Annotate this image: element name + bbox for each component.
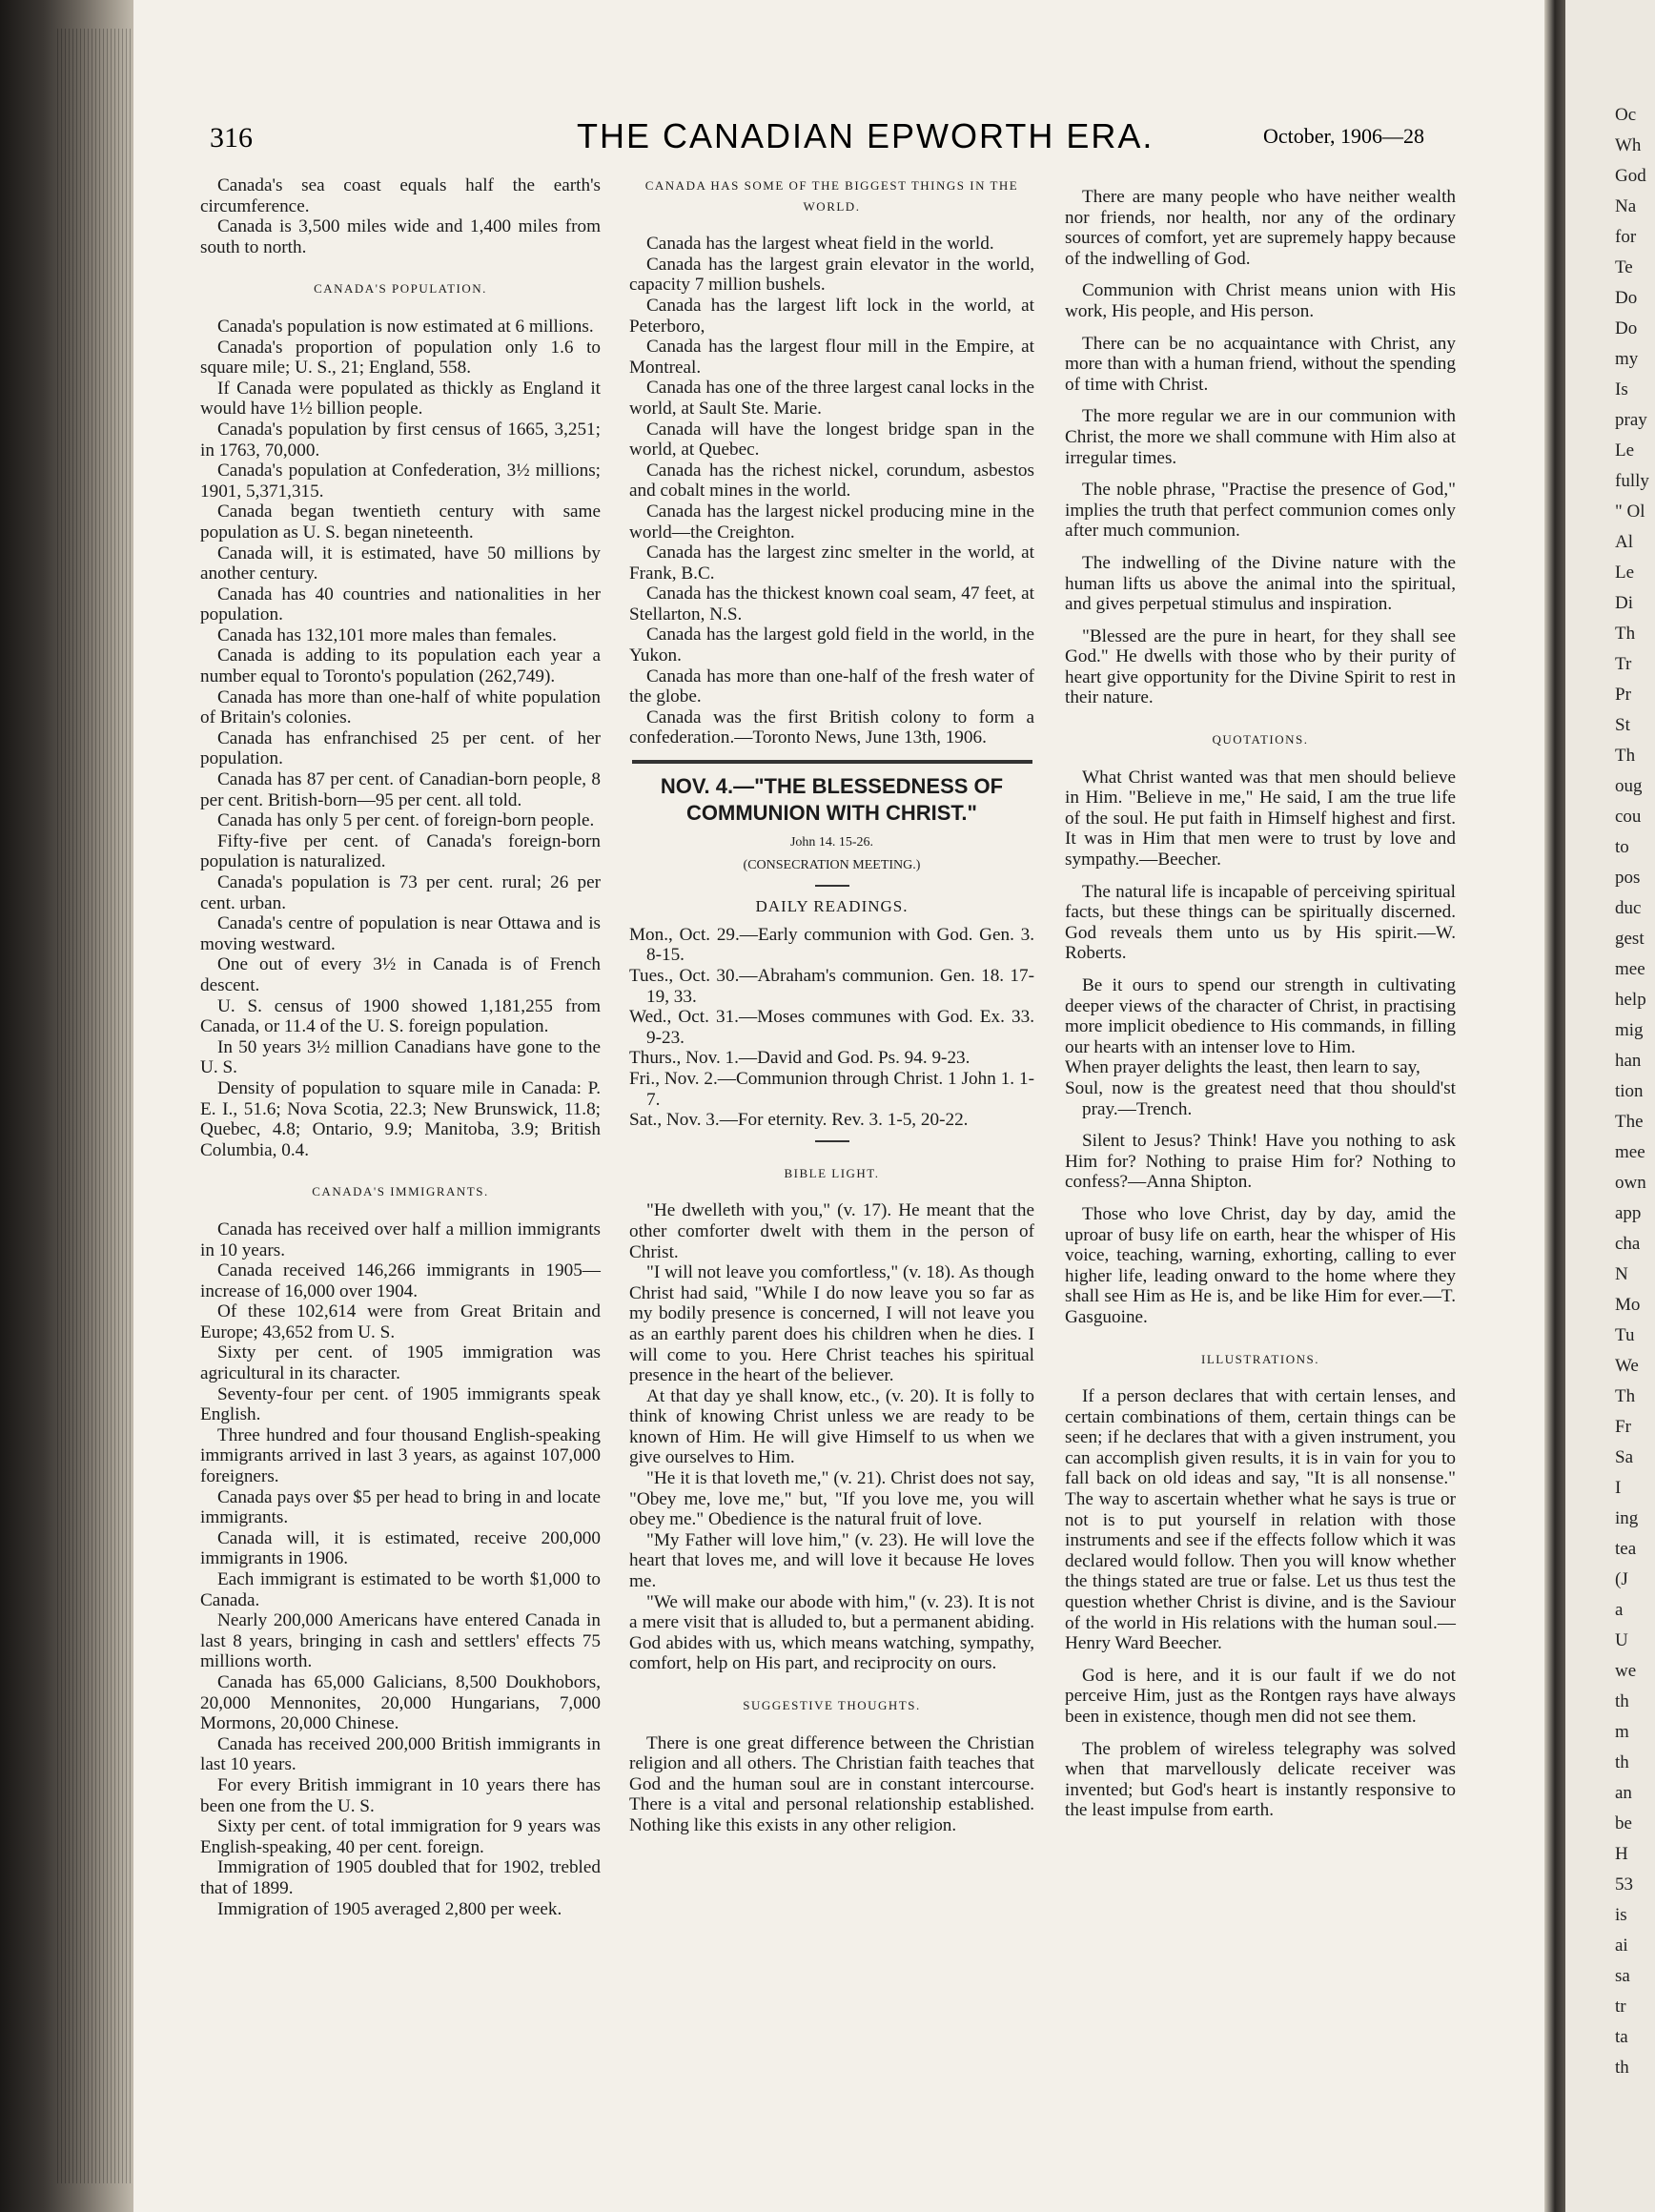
publication-title: THE CANADIAN EPWORTH ERA.	[577, 116, 1154, 155]
paragraph: Mon., Oct. 29.—Early communion with God. Gen. 3. 8-15.	[629, 924, 1034, 966]
section-heading-illustrations: ILLUSTRATIONS.	[1201, 1351, 1319, 1366]
intro-paragraphs	[200, 175, 601, 257]
book-gutter	[1544, 0, 1565, 2212]
section-heading-quotations: QUOTATIONS.	[1212, 732, 1309, 748]
biggest-things-paragraphs	[629, 234, 1034, 748]
facing-page-fragment: 53	[1615, 1874, 1633, 1895]
paragraph: The natural life is incapable of perceiving spiritual facts, but these things can be spiritually discerned. God reveals them unto us by His spirit.—W. Roberts.	[1065, 881, 1456, 964]
illustrations-paragraphs	[1065, 1386, 1456, 1821]
facing-page-fragment: tion	[1615, 1081, 1644, 1101]
paragraph: Canada has 65,000 Galicians, 8,500 Doukhobors, 20,000 Mennonites, 20,000 Hungarians, 7,000 Mormons, 20,000 Chinese.	[200, 1671, 601, 1734]
lesson-type: (CONSECRATION MEETING.)	[743, 857, 921, 872]
paragraph: "He it is that loveth me," (v. 21). Christ does not say, "Obey me, love me," but, "If you love me, you will obey me." Obedience is the natural fruit of love.	[629, 1468, 1034, 1530]
paragraph: Those who love Christ, day by day, amid the uproar of busy life on earth, hear the whisper of His voice, teaching, warning, exhorting, calling to ever higher life, leading onward to the home where they shall see Him as He is, and be like Him for ever.—T. Gasguoine.	[1065, 1203, 1456, 1327]
paragraph: Canada has 132,101 more males than females.	[217, 625, 557, 645]
facing-page-fragment: ta	[1615, 2027, 1628, 2047]
facing-page-fragment: ing	[1615, 1508, 1639, 1528]
facing-page-fragment: Pr	[1615, 685, 1631, 705]
daily-readings-list	[629, 925, 1034, 1131]
facing-page-fragment: Is	[1615, 379, 1628, 399]
paragraph: "He dwelleth with you," (v. 17). He meant that the other comforter dwelt with them in the person of Christ.	[629, 1200, 1034, 1262]
column-2	[629, 175, 1034, 1836]
paragraph: Canada pays over $5 per head to bring in and locate immigrants.	[200, 1486, 601, 1528]
paragraph: Canada's population is 73 per cent. rural; 26 per cent. urban.	[200, 872, 601, 913]
paragraph: "My Father will love him," (v. 23). He will love the heart that loves me, and will love it because He loves me.	[629, 1529, 1034, 1592]
facing-page-fragment: Tr	[1615, 654, 1632, 674]
facing-page-fragment: Oc	[1615, 105, 1637, 125]
facing-page-fragment: own	[1615, 1173, 1646, 1193]
divider-rule	[815, 1140, 849, 1142]
paragraph: Canada has the largest grain elevator in the world, capacity 7 million bushels.	[629, 254, 1034, 296]
paragraph: Sixty per cent. of total immigration for 9 years was English-speaking, 40 per cent. foreign.	[200, 1816, 601, 1857]
paragraph: If a person declares that with certain lenses, and certain combinations of them, certain things can be seen; if he declares that with a given instrument, you can accomplish given results, it is in vain for you to fall back on old ideas and say, "It is all nonsense." The way to ascertain whether what he says is true or not is to put yourself in relation with those instruments and see if the effects follow which it was declared would follow. Then you will know whether the things stated are true or false. Let us thus test the question whether Christ is divine, and is the Saviour of the world in His relations with the human soul.—Henry Ward Beecher.	[1065, 1386, 1456, 1654]
facing-page-fragment: Fr	[1615, 1417, 1631, 1437]
facing-page-fragment: pray	[1615, 410, 1647, 430]
paragraph: There are many people who have neither wealth nor friends, nor health, nor any of the ordinary sources of comfort, yet are supremely happy because of the indwelling of God.	[1065, 187, 1456, 269]
paragraph: At that day ye shall know, etc., (v. 20). It is folly to think of knowing Christ unless we are ready to be known of Him. He will give Himself to us when we give ourselves to Him.	[629, 1385, 1034, 1468]
page-edges	[57, 29, 138, 2183]
facing-page-fragment: Th	[1615, 1386, 1636, 1406]
facing-page-fragment: for	[1615, 227, 1637, 247]
paragraph: Canada has the largest wheat field in the world.	[646, 234, 994, 255]
paragraph: Canada has the largest lift lock in the world, at Peterboro,	[629, 295, 1034, 337]
facing-page-fragment: fully	[1615, 471, 1649, 491]
paragraph: Canada has one of the three largest canal locks in the world, at Sault Ste. Marie.	[629, 378, 1034, 419]
facing-page-fragment: help	[1615, 990, 1646, 1010]
facing-page-fragment: Le	[1615, 440, 1635, 461]
paragraph: Fifty-five per cent. of Canada's foreign-born population is naturalized.	[200, 830, 601, 872]
facing-page-fragment: Th	[1615, 746, 1636, 766]
facing-page-fragment: we	[1615, 1661, 1637, 1681]
paragraph: One out of every 3½ in Canada is of French descent.	[200, 954, 601, 995]
paragraph: Canada has the largest gold field in the world, in the Yukon.	[629, 625, 1034, 666]
paragraph: Canada's proportion of population only 1.6 to square mile; U. S., 21; England, 558.	[200, 337, 601, 379]
paragraph: Wed., Oct. 31.—Moses communes with God. Ex. 33. 9-23.	[629, 1007, 1034, 1048]
paragraph: Canada's population at Confederation, 3½ millions; 1901, 5,371,315.	[200, 461, 601, 502]
facing-page-fragment: Al	[1615, 532, 1633, 552]
section-heading-immigrants: CANADA'S IMMIGRANTS.	[312, 1184, 489, 1199]
section-heading-biggest: CANADA HAS SOME OF THE BIGGEST THINGS IN THE WORLD.	[644, 178, 1019, 214]
book-spine	[0, 0, 143, 2212]
paragraph: Canada began twentieth century with same population as U. S. began nineteenth.	[200, 502, 601, 543]
facing-page-fragment: to	[1615, 837, 1629, 857]
paragraph: Canada has only 5 per cent. of foreign-born people.	[217, 810, 595, 831]
paragraph: Canada was the first British colony to form a confederation.—Toronto News, June 13th, 1906.	[629, 707, 1034, 748]
paragraph: Canada will, it is estimated, receive 200,000 immigrants in 1906.	[200, 1527, 601, 1569]
paragraph: In 50 years 3½ million Canadians have gone to the U. S.	[200, 1036, 601, 1078]
paragraph: The more regular we are in our communion with Christ, the more we shall commune with Him also at irregular times.	[1065, 406, 1456, 468]
facing-page-fragment: Di	[1615, 593, 1633, 613]
paragraph: Nearly 200,000 Americans have entered Canada in last 8 years, bringing in cash and settlers' effects 75 millions worth.	[200, 1610, 601, 1672]
paragraph: God is here, and it is our fault if we do not perceive Him, just as the Rontgen rays have always been in existence, though men did not see them.	[1065, 1665, 1456, 1727]
facing-page-fragment: cou	[1615, 807, 1642, 827]
paragraph: Canada has more than one-half of the fresh water of the globe.	[629, 666, 1034, 707]
paragraph: For every British immigrant in 10 years there has been one from the U. S.	[200, 1774, 601, 1816]
suggestive-paragraphs	[629, 1733, 1034, 1836]
paragraph: Immigration of 1905 doubled that for 1902, trebled that of 1899.	[200, 1857, 601, 1898]
facing-page	[1565, 0, 1655, 2212]
paragraph: Sat., Nov. 3.—For eternity. Rev. 3. 1-5, 20-22.	[629, 1110, 969, 1131]
paragraph: Canada's population is now estimated at 6 millions.	[217, 316, 594, 337]
facing-page-fragment: m	[1615, 1722, 1629, 1742]
paragraph: Canada is 3,500 miles wide and 1,400 miles from south to north.	[200, 216, 601, 257]
facing-page-fragment: my	[1615, 349, 1639, 369]
immigrants-paragraphs	[200, 1219, 601, 1919]
paragraph: The noble phrase, "Practise the presence of God," implies the truth that perfect communion comes only after much communion.	[1065, 480, 1456, 542]
facing-page-fragment: Sa	[1615, 1447, 1633, 1467]
page-header	[210, 116, 1478, 164]
facing-page-fragment: U	[1615, 1630, 1628, 1650]
paragraph: Each immigrant is estimated to be worth $1,000 to Canada.	[200, 1569, 601, 1610]
facing-page-fragment: mee	[1615, 959, 1645, 979]
paragraph: Canada has the thickest known coal seam, 47 feet, at Stellarton, N.S.	[629, 584, 1034, 625]
facing-page-fragment: ai	[1615, 1936, 1628, 1956]
facing-page-fragment: mee	[1615, 1142, 1645, 1162]
section-heading-suggestive: SUGGESTIVE THOUGHTS.	[743, 1698, 921, 1712]
column-1	[200, 175, 601, 1919]
column-3	[1065, 175, 1456, 1821]
paragraph: Soul, now is the greatest need that thou should'st pray.—Trench.	[1065, 1077, 1456, 1119]
facing-page-fragment: N	[1615, 1264, 1628, 1284]
paragraph: What Christ wanted was that men should believe in Him. "Believe in me," He said, I am the true life of the soul. He put faith in Himself highest and first. It was in Him that men were to trust by love and sympathy.—Beecher.	[1065, 767, 1456, 870]
facing-page-fragment: Tu	[1615, 1325, 1635, 1345]
paragraph: U. S. census of 1900 showed 1,181,255 from Canada, or 11.4 of the U. S. foreign population.	[200, 995, 601, 1037]
paragraph: Canada will have the longest bridge span in the world, at Quebec.	[629, 419, 1034, 461]
facing-page-fragment: Te	[1615, 257, 1633, 277]
facing-page-fragment: be	[1615, 1813, 1632, 1833]
facing-page-fragment: mig	[1615, 1020, 1644, 1040]
paragraph: Silent to Jesus? Think! Have you nothing to ask Him for? Nothing to praise Him for? Nothing to confess?—Anna Shipton.	[1065, 1131, 1456, 1193]
population-paragraphs	[200, 317, 601, 1160]
paragraph: Canada has the largest flour mill in the Empire, at Montreal.	[629, 337, 1034, 378]
facing-page-fragment: sa	[1615, 1966, 1630, 1986]
facing-page-fragment: app	[1615, 1203, 1642, 1223]
paragraph: Immigration of 1905 averaged 2,800 per week.	[217, 1898, 562, 1919]
facing-page-fragment: tr	[1615, 1997, 1626, 2017]
paragraph: Canada has enfranchised 25 per cent. of her population.	[200, 727, 601, 769]
page-number: 316	[210, 122, 253, 154]
paragraph: "Blessed are the pure in heart, for they shall see God." He dwells with those who by their purity of heart give opportunity for the Divine Spirit to rest in their nature.	[1065, 625, 1456, 708]
facing-page-fragment: oug	[1615, 776, 1643, 796]
facing-page-fragment: a	[1615, 1600, 1624, 1620]
paragraph: Canada has more than one-half of white population of Britain's colonies.	[200, 686, 601, 728]
quotations-paragraphs-2	[1065, 1131, 1456, 1327]
facing-page-fragment: gest	[1615, 929, 1645, 949]
paragraph: Canada has received 200,000 British immigrants in last 10 years.	[200, 1733, 601, 1775]
paragraph: Seventy-four per cent. of 1905 immigrants speak English.	[200, 1383, 601, 1425]
paragraph: Canada has 40 countries and nationalities in her population.	[200, 584, 601, 625]
paragraph: Density of population to square mile in Canada: P. E. I., 51.6; Nova Scotia, 22.3; New Brunswick, 11.8; Quebec, 4.8; Ontario, 9.9; Manitoba, 3.9; British Columbia, 0.4.	[200, 1077, 601, 1160]
facing-page-fragment: Th	[1615, 624, 1636, 644]
paragraph: The problem of wireless telegraphy was solved when that marvellously delicate receiver was invented; but God's heart is instantly responsive to the least impulse from earth.	[1065, 1738, 1456, 1821]
facing-page-fragment: Na	[1615, 196, 1637, 216]
paragraph: Canada has the largest zinc smelter in the world, at Frank, B.C.	[629, 543, 1034, 584]
paragraph: Canada received 146,266 immigrants in 1905—increase of 16,000 over 1904.	[200, 1260, 601, 1301]
facing-page-fragment: han	[1615, 1051, 1642, 1071]
section-heading-bible-light: BIBLE LIGHT.	[784, 1165, 880, 1180]
divider-rule	[632, 760, 1032, 764]
paragraph: Communion with Christ means union with His work, His people, and His person.	[1065, 280, 1456, 321]
facing-page-fragment: th	[1615, 1691, 1629, 1711]
poem-lines	[1065, 1057, 1456, 1119]
facing-page-fragment: duc	[1615, 898, 1642, 918]
paragraph: "We will make our abode with him," (v. 23). It is not a mere visit that is alluded to, but a permanent abiding. God abides with us, which means watching, sympathy, comfort, help on His part, and reciprocity on ours.	[629, 1591, 1034, 1674]
daily-readings-heading: DAILY READINGS.	[755, 897, 909, 916]
facing-page-fragment: St	[1615, 715, 1630, 735]
facing-page-fragment: pos	[1615, 868, 1641, 888]
section-heading-population: CANADA'S POPULATION.	[314, 281, 487, 297]
paragraph: When prayer delights the least, then learn to say,	[1065, 1057, 1420, 1078]
facing-page-fragment: Wh	[1615, 135, 1642, 155]
paragraph: Sixty per cent. of 1905 immigration was agricultural in its character.	[200, 1342, 601, 1384]
facing-page-fragment: We	[1615, 1356, 1639, 1376]
paragraph: Canada is adding to its population each year a number equal to Toronto's population (262,749).	[200, 645, 601, 687]
paragraph: Canada's centre of population is near Ottawa and is moving westward.	[200, 913, 601, 954]
facing-page-fragment: th	[1615, 2058, 1629, 2078]
paragraph: Canada's sea coast equals half the earth's circumference.	[200, 175, 601, 216]
facing-page-fragment: Do	[1615, 318, 1638, 338]
facing-page-fragment: God	[1615, 166, 1646, 186]
paragraph: Of these 102,614 were from Great Britain and Europe; 43,652 from U. S.	[200, 1301, 601, 1342]
facing-page-fragment: Mo	[1615, 1295, 1641, 1315]
paragraph: Three hundred and four thousand English-speaking immigrants arrived in last 3 years, as against 107,000 foreigners.	[200, 1424, 601, 1487]
facing-page-fragment: th	[1615, 1752, 1629, 1772]
thoughts-paragraphs	[1065, 187, 1456, 708]
paragraph: There is one great difference between the Christian religion and all others. The Christian faith teaches that God and the human soul are in constant intercourse. There is a vital and personal relationship established. Nothing like this exists in any other religion.	[629, 1732, 1034, 1835]
paragraph: Tues., Oct. 30.—Abraham's communion. Gen. 18. 17-19, 33.	[629, 966, 1034, 1007]
facing-page-fragment: Do	[1615, 288, 1638, 308]
paragraph: Canada has the largest nickel producing mine in the world—the Creighton.	[629, 501, 1034, 543]
paragraph: Canada will, it is estimated, have 50 millions by another century.	[200, 543, 601, 584]
facing-page-fragment: Le	[1615, 563, 1635, 583]
paragraph: The indwelling of the Divine nature with the human lifts us above the animal into the spiritual, and gives perpetual stimulus and inspiration.	[1065, 552, 1456, 615]
paragraph: There can be no acquaintance with Christ, any more than with a human friend, without the spending of time with Christ.	[1065, 333, 1456, 395]
facing-page-fragment: an	[1615, 1783, 1632, 1803]
facing-page-fragment: I	[1615, 1478, 1622, 1498]
facing-page-fragment: cha	[1615, 1234, 1641, 1254]
paragraph: Canada's population by first census of 1665, 3,251; in 1763, 70,000.	[200, 419, 601, 461]
paragraph: Canada has 87 per cent. of Canadian-born people, 8 per cent. British-born—95 per cent. all told.	[200, 769, 601, 810]
paragraph: If Canada were populated as thickly as England it would have 1½ billion people.	[200, 378, 601, 420]
facing-page-fragment: (J	[1615, 1569, 1628, 1589]
facing-page-fragment: " Ol	[1615, 502, 1645, 522]
facing-page-fragment: The	[1615, 1112, 1644, 1132]
paragraph: Canada has received over half a million immigrants in 10 years.	[200, 1219, 601, 1260]
paragraph: Canada has the richest nickel, corundum, asbestos and cobalt mines in the world.	[629, 460, 1034, 502]
divider-rule	[815, 885, 849, 887]
quotations-paragraphs	[1065, 768, 1456, 1058]
lesson-reference: John 14. 15-26.	[789, 835, 874, 850]
issue-date: October, 1906—28	[1263, 124, 1424, 148]
paragraph: Be it ours to spend our strength in cultivating deeper views of the character of Christ, in practising more implicit obedience to His commands, in filling our hearts with an intenser love to Him.	[1065, 975, 1456, 1057]
bible-light-paragraphs	[629, 1200, 1034, 1674]
paragraph: Fri., Nov. 2.—Communion through Christ. 1 John 1. 1-7.	[629, 1068, 1034, 1110]
lesson-title: NOV. 4.—"THE BLESSEDNESS OF COMMUNION WITH CHRIST."	[660, 774, 1004, 826]
paragraph: "I will not leave you comfortless," (v. 18). As though Christ had said, "While I do now leave you so far as my bodily presence is concerned, I will not leave you as an earthly parent does his children when he dies. I will come to you. Here Christ teaches his spiritual presence in the heart of the believer.	[629, 1262, 1034, 1386]
paragraph: Thurs., Nov. 1.—David and God. Ps. 94. 9-23.	[629, 1048, 971, 1069]
facing-page-fragment: H	[1615, 1844, 1628, 1864]
facing-page-fragment: is	[1615, 1905, 1627, 1925]
facing-page-fragment: tea	[1615, 1539, 1637, 1559]
